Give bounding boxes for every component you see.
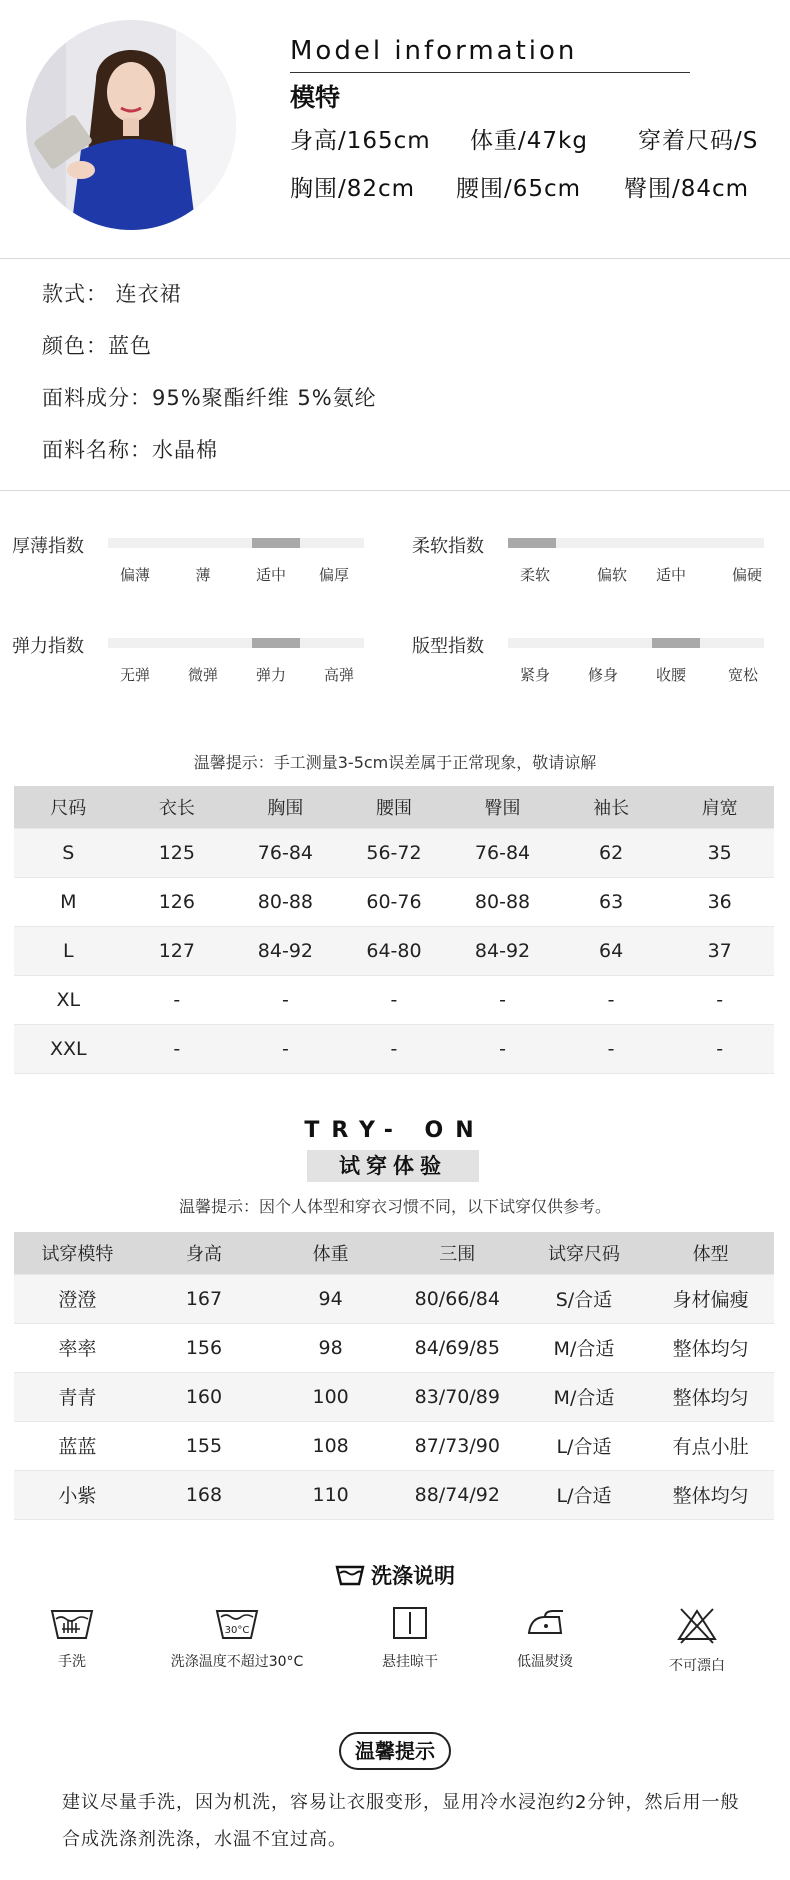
size-row (14, 926, 774, 975)
table-cell: 84-92 (231, 926, 340, 975)
model-title-rule (290, 72, 690, 73)
table-cell: 155 (141, 1421, 268, 1470)
size-measure-note: 温馨提示：手工测量3-5cm误差属于正常现象，敬请谅解 (193, 753, 597, 772)
size-row (14, 877, 774, 926)
index-label: 版型指数 (412, 636, 484, 657)
table-cell: 126 (123, 877, 232, 926)
tryon-note: 温馨提示：因个人体型和穿衣习惯不同，以下试穿仅供参考。 (178, 1197, 611, 1216)
table-cell: XL (14, 975, 123, 1024)
table-cell: 身材偏瘦 (647, 1274, 774, 1323)
table-cell: 127 (123, 926, 232, 975)
index-option: 紧身 (519, 666, 551, 684)
washing-basin-icon (335, 1563, 365, 1587)
table-cell: 87/73/90 (394, 1421, 521, 1470)
table-cell: - (231, 975, 340, 1024)
table-cell: 有点小肚 (647, 1421, 774, 1470)
table-cell: - (231, 1024, 340, 1073)
column-header: 身高 (141, 1232, 268, 1274)
index-option: 偏薄 (119, 566, 151, 584)
table-cell: 98 (267, 1323, 394, 1372)
size-table (14, 786, 774, 1074)
table-cell: 56-72 (340, 828, 449, 877)
table-cell: 88/74/92 (394, 1470, 521, 1519)
tryon-table-body (14, 1274, 774, 1519)
index-track (508, 538, 764, 548)
tryon-row (14, 1421, 774, 1470)
index-label: 厚薄指数 (12, 536, 84, 557)
tips-title: 温馨提示 (339, 1732, 451, 1770)
model-height: 身高/165cm (290, 128, 431, 154)
column-header: 三围 (394, 1232, 521, 1274)
table-cell: 80-88 (231, 877, 340, 926)
index-selected-bar (252, 638, 300, 648)
table-cell: M (14, 877, 123, 926)
column-header: 试穿模特 (14, 1232, 141, 1274)
table-cell: - (340, 975, 449, 1024)
table-cell: 率率 (14, 1323, 141, 1372)
table-cell: 青青 (14, 1372, 141, 1421)
model-hip: 臀围/84cm (624, 176, 750, 202)
index-option: 微弹 (187, 666, 219, 684)
model-size: 穿着尺码/S (638, 128, 759, 154)
wash-label: 手洗 (58, 1654, 86, 1670)
index-option: 弹力 (255, 666, 287, 684)
table-cell: 80/66/84 (394, 1274, 521, 1323)
index-label: 柔软指数 (412, 536, 484, 557)
tips-text: 建议尽量手洗，因为机洗，容易让衣服变形，显用冷水浸泡约2分钟，然后用一般合成洗涤剂洗涤，水温不宜过高。 (62, 1792, 740, 1850)
tryon-table (14, 1232, 774, 1520)
index-option: 收腰 (655, 666, 687, 684)
table-cell: 64-80 (340, 926, 449, 975)
table-cell: 整体均匀 (647, 1470, 774, 1519)
washing-title-text: 洗涤说明 (371, 1564, 455, 1588)
table-cell: M/合适 (521, 1323, 648, 1372)
column-header: 体重 (267, 1232, 394, 1274)
index-selected-bar (508, 538, 556, 548)
index-option: 宽松 (727, 666, 759, 684)
table-cell: 83/70/89 (394, 1372, 521, 1421)
model-bust: 胸围/82cm (290, 176, 416, 202)
table-cell: 63 (557, 877, 666, 926)
wash-item-hand-wash (0, 1605, 147, 1671)
size-row (14, 975, 774, 1024)
index-option: 偏软 (596, 566, 628, 584)
wash-30-icon (215, 1605, 259, 1641)
model-subtitle: 模特 (290, 83, 341, 112)
table-cell: 整体均匀 (647, 1372, 774, 1421)
wash-item-iron (470, 1605, 620, 1671)
table-cell: L/合适 (521, 1421, 648, 1470)
table-cell: 168 (141, 1470, 268, 1519)
size-row (14, 1024, 774, 1073)
size-table-body (14, 828, 774, 1073)
table-cell: 110 (267, 1470, 394, 1519)
column-header: 试穿尺码 (521, 1232, 648, 1274)
tryon-row (14, 1274, 774, 1323)
index-track (508, 638, 764, 648)
product-fabric: 面料名称：水晶棉 (42, 438, 218, 462)
size-table-header (14, 786, 774, 828)
column-header: 袖长 (557, 786, 666, 828)
table-cell: - (448, 1024, 557, 1073)
table-cell: 64 (557, 926, 666, 975)
no-bleach-icon (675, 1605, 719, 1645)
product-color: 颜色：蓝色 (42, 334, 152, 358)
table-cell: - (123, 975, 232, 1024)
table-cell: 160 (141, 1372, 268, 1421)
table-cell: 100 (267, 1372, 394, 1421)
washing-title (0, 1560, 790, 1590)
table-cell: 156 (141, 1323, 268, 1372)
table-cell: 108 (267, 1421, 394, 1470)
model-title: Model information (290, 36, 578, 66)
column-header: 体型 (647, 1232, 774, 1274)
column-header: 胸围 (231, 786, 340, 828)
index-option: 无弹 (119, 666, 151, 684)
divider (0, 258, 790, 259)
tryon-row (14, 1372, 774, 1421)
table-cell: 蓝蓝 (14, 1421, 141, 1470)
table-cell: 整体均匀 (647, 1323, 774, 1372)
wash-label: 不可漂白 (669, 1658, 725, 1674)
table-cell: - (557, 975, 666, 1024)
model-info-section (0, 0, 790, 258)
index-option: 偏厚 (318, 566, 350, 584)
table-cell: 62 (557, 828, 666, 877)
iron-low-icon (523, 1605, 567, 1641)
table-cell: 94 (267, 1274, 394, 1323)
index-option: 修身 (587, 666, 619, 684)
size-row (14, 828, 774, 877)
column-header: 肩宽 (665, 786, 774, 828)
wash-item-line-dry (335, 1605, 485, 1671)
table-cell: - (340, 1024, 449, 1073)
table-cell: 84/69/85 (394, 1323, 521, 1372)
index-option: 高弹 (323, 666, 355, 684)
table-cell: 125 (123, 828, 232, 877)
tryon-subtitle: 试穿体验 (307, 1150, 479, 1182)
index-track (108, 538, 364, 548)
table-cell: L/合适 (521, 1470, 648, 1519)
index-label: 弹力指数 (12, 636, 84, 657)
index-option: 适中 (655, 566, 687, 584)
tryon-table-header (14, 1232, 774, 1274)
table-cell: M/合适 (521, 1372, 648, 1421)
table-cell: L (14, 926, 123, 975)
index-option: 薄 (195, 566, 211, 584)
index-selected-bar (652, 638, 700, 648)
table-cell: 澄澄 (14, 1274, 141, 1323)
model-photo (26, 20, 236, 230)
tryon-title: TRY- ON (304, 1118, 486, 1143)
table-cell: - (665, 975, 774, 1024)
wash-temp-badge: 30°C (224, 1625, 250, 1636)
table-cell: S/合适 (521, 1274, 648, 1323)
wash-item-no-bleach (622, 1605, 772, 1675)
line-dry-icon (390, 1605, 430, 1641)
wash-label: 低温熨烫 (517, 1654, 573, 1670)
product-style: 款式： 连衣裙 (42, 282, 182, 306)
table-cell: 76-84 (231, 828, 340, 877)
tryon-row (14, 1470, 774, 1519)
column-header: 衣长 (123, 786, 232, 828)
wash-label: 悬挂晾干 (382, 1654, 438, 1670)
product-composition: 面料成分：95%聚酯纤维 5%氨纶 (42, 386, 377, 410)
hand-wash-icon (50, 1605, 94, 1641)
table-cell: - (448, 975, 557, 1024)
index-option: 柔软 (519, 566, 551, 584)
table-cell: 35 (665, 828, 774, 877)
table-cell: 小紫 (14, 1470, 141, 1519)
column-header: 尺码 (14, 786, 123, 828)
wash-item-30c (162, 1605, 312, 1671)
divider (0, 490, 790, 491)
model-weight: 体重/47kg (470, 128, 588, 154)
column-header: 腰围 (340, 786, 449, 828)
wash-label: 洗涤温度不超过30°C (170, 1654, 304, 1670)
table-cell: 80-88 (448, 877, 557, 926)
table-cell: 167 (141, 1274, 268, 1323)
table-cell: - (557, 1024, 666, 1073)
tryon-row (14, 1323, 774, 1372)
table-cell: S (14, 828, 123, 877)
model-waist: 腰围/65cm (456, 176, 582, 202)
table-cell: 76-84 (448, 828, 557, 877)
table-cell: - (123, 1024, 232, 1073)
index-track (108, 638, 364, 648)
table-cell: - (665, 1024, 774, 1073)
model-avatar (26, 20, 236, 230)
table-cell: 60-76 (340, 877, 449, 926)
table-cell: 37 (665, 926, 774, 975)
column-header: 臀围 (448, 786, 557, 828)
table-cell: XXL (14, 1024, 123, 1073)
table-cell: 84-92 (448, 926, 557, 975)
index-option: 偏硬 (731, 566, 763, 584)
index-selected-bar (252, 538, 300, 548)
table-cell: 36 (665, 877, 774, 926)
index-option: 适中 (255, 566, 287, 584)
